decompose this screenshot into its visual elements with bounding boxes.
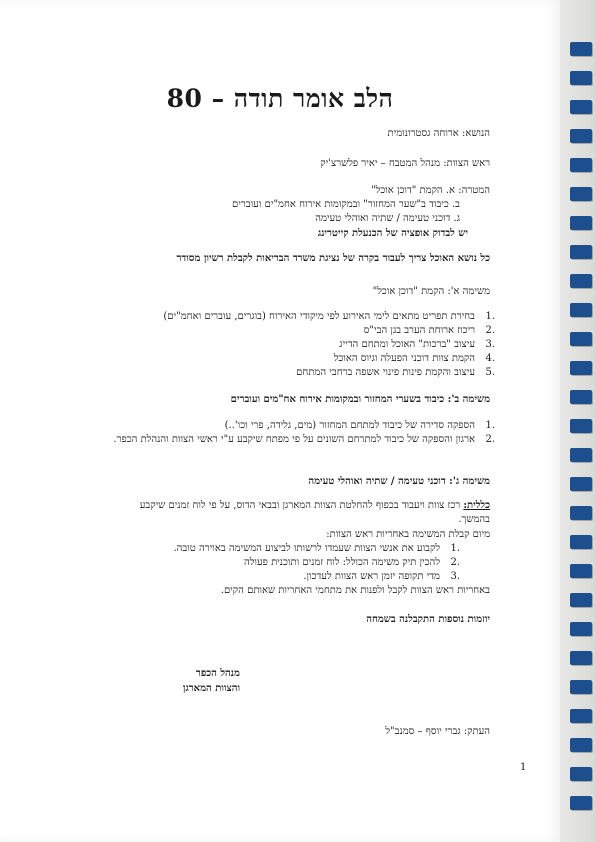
reminder-line: יוזמות נוספות התקבלנה בשמחה [366, 614, 490, 625]
binding-coil [570, 187, 592, 201]
binding-coil [570, 796, 592, 810]
binding-coil [570, 535, 592, 549]
responsibility-item: .1לקבוע את אנשי הצוות שעמדו לרשותו לביצוע המשימה באוירה טובה. [173, 543, 460, 554]
binding-coil [570, 332, 592, 346]
task-b-heading: משימה ב': כיבוד בשערי המחזור ובמקומות אירוח אח"מים ועוברים [230, 394, 490, 405]
binding-coil [570, 158, 592, 172]
binding-coil [570, 274, 592, 288]
note-health-line [176, 253, 490, 265]
goal-a: א. הקמת "דוכן אוכל" [371, 185, 456, 196]
binding-coil [570, 216, 592, 230]
team-head-line [320, 158, 490, 170]
task-a-item: .2ריכוז ארוחת הערב בגן הבי"ס [363, 325, 495, 336]
binding-coil [570, 390, 592, 404]
binding-coil [570, 419, 592, 433]
note-check-line [318, 228, 468, 240]
binding-coil [570, 42, 592, 56]
binding-coil [570, 100, 592, 114]
binding-coil [570, 767, 592, 781]
responsibility-intro: מיום קבלת המשימה באחריות ראש הצוות: [326, 529, 490, 540]
goal-a-line [371, 185, 490, 197]
note-check: יש לבדוק אופציה של הכנעלת קייטרינג [317, 228, 468, 239]
signature-line-1: מנהל הכפר [195, 668, 240, 679]
binding-coil [570, 622, 592, 636]
task-b-item: .2ארגון והספקה של כיבוד למתרחם השונים על פי מפתח שיקבע ע"י ראשי הצוות והנהלת הכפר. [113, 434, 495, 445]
signature-line-2: והצוות המארגן [182, 683, 240, 694]
subject-text: הנושא: ארוחה גסטרונומית [387, 128, 490, 139]
task-a-item: .3עיצוב "ברכות" האוכל ומתחם הדייג [339, 339, 495, 350]
binding-coil [570, 680, 592, 694]
goal-c: ג. דוכני טעימה / שתיה ואוהלי טעימה [315, 213, 460, 224]
remark-line-2: בהמשך. [458, 514, 490, 525]
page-mark: 1 [520, 762, 527, 773]
task-a-heading: משימה א': הקמת "דוכן אוכל" [372, 286, 490, 297]
task-a-item: .4הקמת צוות דוכני הפעלה וגיוס האוכל [333, 353, 495, 364]
remark-label: כללית: [463, 500, 490, 511]
subject-line [388, 128, 490, 140]
binding-coil [570, 506, 592, 520]
remark-line-1: כללית: רכז צוות ויעבוד בכפוף להחלטת הצוות המארגן ובבאי הדוס, על פי לוח זמנים שיקבע [139, 500, 490, 511]
binding-coil [570, 709, 592, 723]
binding-coil [570, 593, 592, 607]
binding-coil [570, 71, 592, 85]
binding-coil [570, 303, 592, 317]
goal-b: ב. כיבוד ב"שער המחזור" ובמקומות אירוח אחמ"ים ועוברים [232, 199, 460, 210]
goal-b-line [232, 199, 460, 211]
task-a-item: .1בחירת תפריט מתאים לימי האירוע לפי מיקודי האירוח (בוגרים, עוברים ואחמ"ים) [163, 311, 495, 322]
binding-coil [570, 738, 592, 752]
responsibility-item: .3מדי תקופה יזמן ראש הצוות לעדכון. [303, 571, 460, 582]
responsibility-note: באחריות ראש הצוות לקבל ולפנות את מתחמי האחריות שאותם הקים. [220, 585, 490, 596]
goal-c-line [315, 213, 460, 225]
task-b-item: .1הספקה סדירה של כיבוד למתחם המחזור (מים, גלידה, פרי וכו'..) [224, 420, 495, 431]
note-health: כל נושא האוכל צריך לעבור בקרה של נציגת משרד הבריאות לקבלת רשיון מסודר [176, 253, 490, 264]
binding-coil [570, 564, 592, 578]
binding-coil [570, 477, 592, 491]
goal-label: המטרה: [458, 185, 490, 196]
binding-coil [570, 361, 592, 375]
task-a-item: .5עיצוב והקמת פינות פינוי אשפה ברחבי המתחם [296, 367, 495, 378]
binding-coil [570, 651, 592, 665]
binding-coil [570, 129, 592, 143]
responsibility-item: .2להכין תיק משימה הכולל: לוח זמנים ותוכנית פעולה [244, 557, 460, 568]
binding-coil [570, 245, 592, 259]
task-c-heading: משימה ג': דוכני טעימה / שתיה ואוהלי טעימה [308, 476, 490, 487]
team-head-text: ראש הצוות: מנהל המטבח – יאיר פלשרצ'יק [320, 158, 490, 169]
binding-coil [570, 448, 592, 462]
copy-line: העתק: גברי יוסף – סמנב"ל [385, 726, 490, 737]
page-title: הלב אומר תודה – 80 [166, 84, 394, 113]
